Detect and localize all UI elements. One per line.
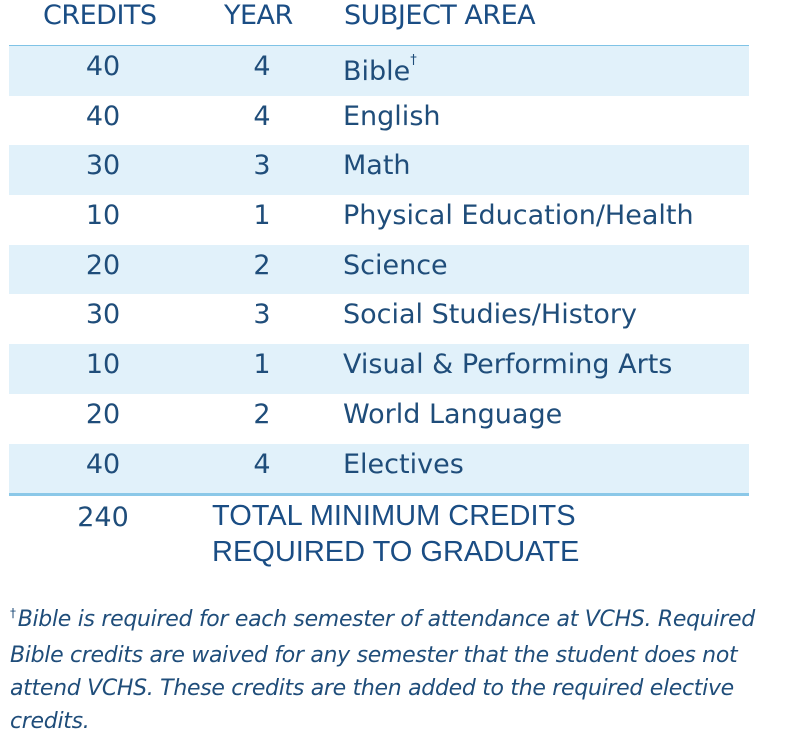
table-row	[9, 294, 749, 344]
credits-cell: 20	[85, 249, 121, 281]
total-label-line2: REQUIRED TO GRADUATE	[212, 536, 580, 568]
total-divider	[9, 493, 749, 496]
table-row	[9, 245, 749, 295]
year-cell: 1	[253, 200, 271, 232]
footnote-text: Bible is required for each semester of attendance at VCHS. Required Bible credits are waived for any semester that the student does not attend VCHS. These credits are then added to the required elective credits.	[10, 607, 755, 734]
subject-cell: Electives	[343, 448, 464, 480]
credits-cell: 10	[85, 200, 121, 232]
year-cell: 3	[253, 299, 271, 331]
table-row	[9, 145, 749, 195]
credits-cell: 30	[85, 299, 121, 331]
year-cell: 4	[253, 448, 271, 480]
dagger-mark: †	[10, 606, 16, 620]
subject-cell: Visual & Performing Arts	[343, 349, 673, 381]
dagger-mark: †	[410, 53, 417, 68]
header-subject-area: SUBJECT AREA	[344, 0, 536, 31]
subject-cell: Science	[343, 249, 448, 281]
header-year: YEAR	[224, 0, 293, 31]
year-cell: 3	[253, 150, 271, 182]
table-header	[9, 0, 749, 46]
credits-cell: 30	[85, 150, 121, 182]
total-credits-label	[212, 498, 732, 570]
year-cell: 4	[253, 51, 271, 82]
subject-cell: World Language	[343, 398, 563, 430]
credits-cell: 10	[85, 349, 121, 381]
table-row	[9, 195, 749, 245]
subject-cell: Physical Education/Health	[343, 200, 694, 232]
subject-cell: Social Studies/History	[343, 299, 637, 331]
year-cell: 1	[253, 349, 271, 381]
table-row	[9, 344, 749, 394]
subject-text: Bible	[343, 56, 411, 87]
credits-cell: 40	[85, 448, 121, 480]
subject-cell	[343, 46, 417, 93]
header-credits: CREDITS	[43, 0, 157, 31]
subject-cell: Math	[343, 150, 411, 182]
credits-cell: 20	[85, 398, 121, 430]
table-row	[9, 444, 749, 494]
total-label-line1: TOTAL MINIMUM CREDITS	[212, 500, 576, 532]
credits-cell: 40	[85, 100, 121, 132]
credits-cell: 40	[85, 51, 121, 82]
total-credits-value: 240	[77, 502, 129, 533]
table-row	[9, 46, 749, 96]
credits-table-body	[9, 46, 749, 493]
year-cell: 2	[253, 398, 271, 430]
subject-cell: English	[343, 100, 441, 132]
bible-footnote	[10, 603, 782, 738]
year-cell: 2	[253, 249, 271, 281]
table-row	[9, 96, 749, 146]
table-row	[9, 394, 749, 444]
year-cell: 4	[253, 100, 271, 132]
